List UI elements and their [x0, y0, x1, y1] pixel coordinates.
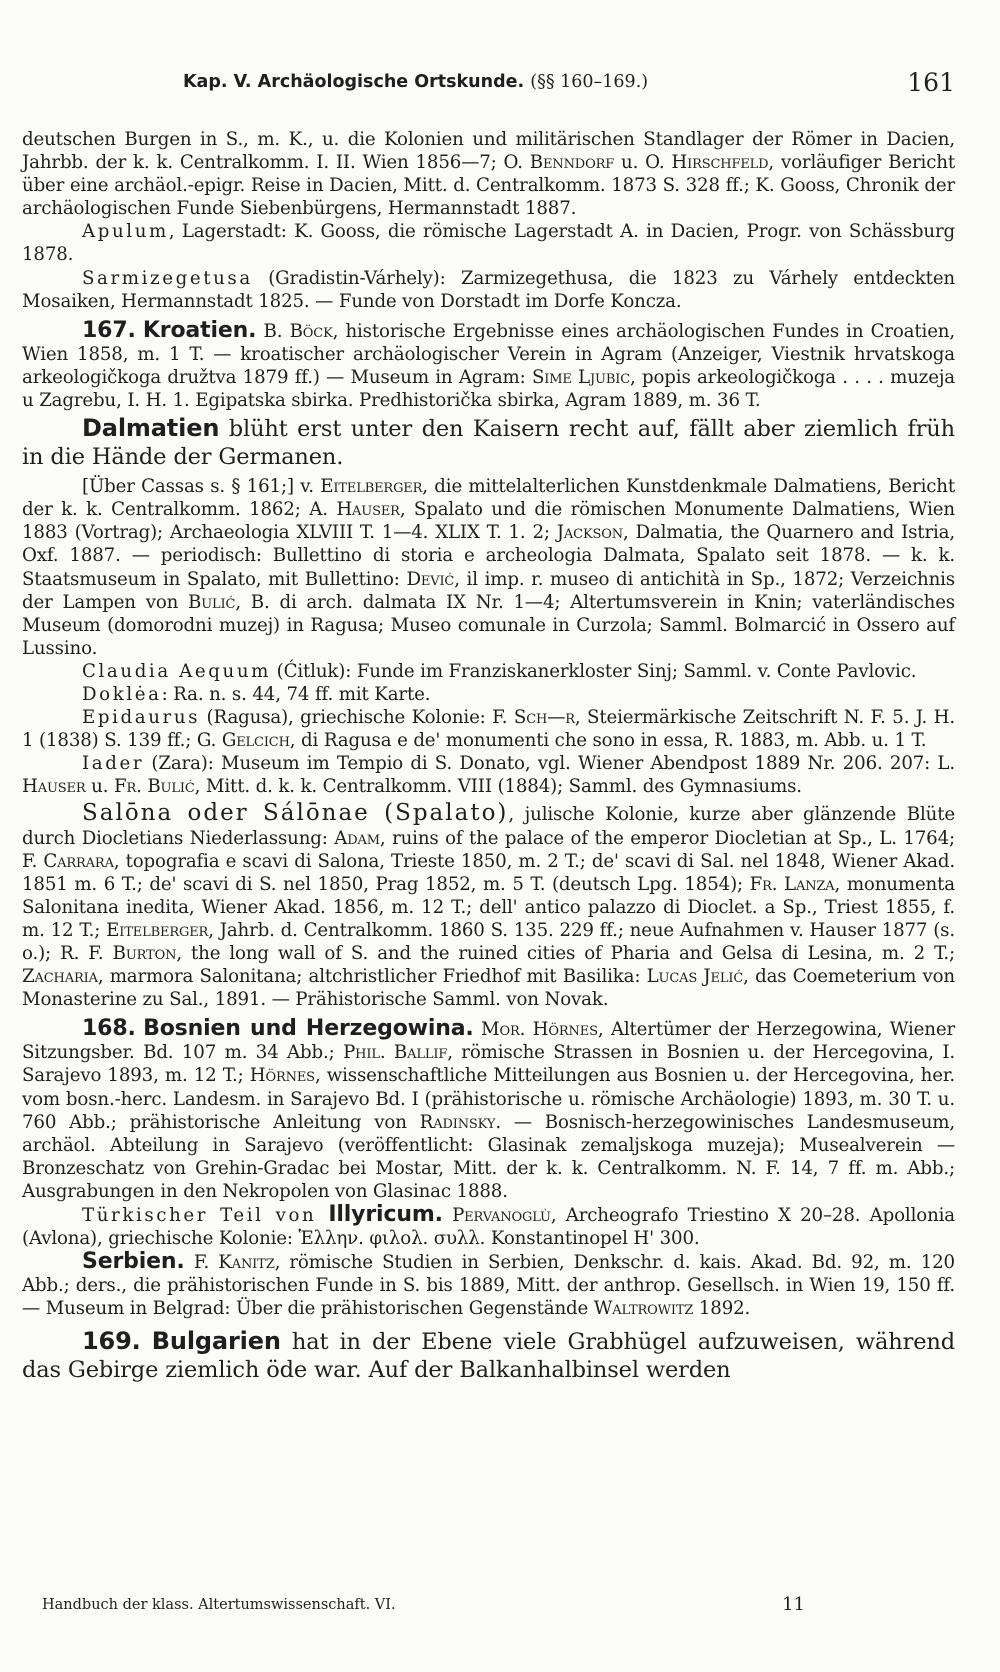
page-body — [22, 128, 955, 1384]
text-run: , Altertümer der Herzegowina, Wiener Sitzungsber. Bd. 107 m. 34 Abb.; — [22, 1019, 955, 1064]
text-run: Zacharia — [22, 966, 98, 988]
section-168-bosnien — [22, 1017, 955, 1203]
text-run: Fr. Lanza — [749, 873, 835, 895]
text-run: Sarmizegetusa — [82, 267, 253, 289]
text-run: , Spalato und die römischen Monumente Dalmatiens, Wien 1883 (Vortrag); Archaeologia XLVIII T. 1—4. XLIX T. 1. 2; — [22, 499, 955, 544]
text-run: B. — [256, 320, 290, 342]
section-range: (§§ 160–169.) — [530, 72, 649, 92]
text-run: Kanitz — [218, 1252, 275, 1274]
text-run: Bosnien und Herzegowina. — [143, 1016, 474, 1042]
text-run: Dević — [406, 568, 455, 590]
text-run: , vorläufiger Bericht über eine archäol.-epigr. Reise in Dacien, Mitt. d. Centralkomm. 1873 S. 328 ff.; K. Gooss, Chronik der archäologischen Funde Siebenbürgens, Hermannstadt 1887. — [22, 152, 955, 220]
text-run: Illyricum. — [328, 1202, 443, 1228]
section-167-kroatien — [22, 319, 955, 412]
text-run: , ruins of the palace of the emperor Diocletian at Sp., L. 1764; F. — [22, 827, 956, 872]
text-run: Salōna oder Sálōnae (Spalato) — [82, 800, 509, 827]
text-run: , julische Kolonie, kurze aber glänzende Blüte durch Diocletians Niederlassung: — [22, 804, 955, 849]
text-run: , Steiermärkische Zeitschrift N. F. 5. J. H. 1 (1838) S. 139 ff.; G. — [22, 707, 955, 752]
text-run: Lucas Jelić — [646, 966, 744, 988]
text-run: (Ćitluk): Funde im Franziskanerkloster Sinj; Samml. v. Conte Pavlovic. — [271, 660, 917, 682]
text-run: Mor. Hörnes — [481, 1019, 598, 1041]
text-run: Carrara — [43, 850, 114, 872]
text-run — [443, 1205, 452, 1226]
text-run: , popis arkeologičkoga . . . . muzeja u Zagrebu, I. H. 1. Egipatska sbirka. Predhistorička sbirka, Agram 1889, m. 36 T. — [22, 366, 955, 412]
text-run: Bulgarien — [151, 1326, 281, 1355]
text-run: hat in der Ebene viele Grabhügel aufzuweisen, während das Gebirge ziemlich öde war. Auf der Balkanhalbinsel werden — [22, 1328, 955, 1383]
text-run: Kroatien. — [142, 317, 257, 343]
footer-book-title: Handbuch der klass. Altertumswissenschaft. VI. — [42, 1597, 396, 1613]
text-run: Sch—r — [513, 707, 575, 729]
text-run: , B. di arch. dalmata IX Nr. 1—4; Altertumsverein in Knin; vaterländisches Museum (domorodni muzej) in Ragusa; Museo comunale in Curzola; Samml. Bolmarcić in Ossero auf Lussino. — [22, 591, 955, 659]
text-run: , di Ragusa e de' monumenti che sono in essa, R. 1883, m. Abb. u. 1 T. — [289, 730, 927, 752]
text-run: Benndorf — [529, 152, 615, 174]
text-run: , il imp. r. museo di antichità in Sp., 1872; Verzeichnis der Lampen von — [22, 568, 955, 613]
paragraph-dalmatien-sources — [22, 475, 955, 660]
text-run: : Ra. n. s. 44, 74 ff. mit Karte. — [161, 683, 431, 705]
text-run: , Lagerstadt: K. Gooss, die römische Lagerstadt A. in Dacien, Progr. von Schässburg 1878. — [22, 221, 955, 266]
footer-signature-mark: 11 — [782, 1594, 805, 1615]
paragraph-epidaurus — [22, 706, 955, 752]
text-run: Hörnes — [249, 1065, 315, 1087]
text-run: Waltrowitz — [593, 1298, 694, 1320]
text-run: Adam — [334, 827, 380, 849]
text-run: , römische Strassen in Bosnien u. der Hercegovina, I. Sarajevo 1893, m. 12 T.; — [22, 1042, 955, 1087]
text-run: , Jahrb. d. Centralkomm. 1860 S. 135. 229 ff.; neue Aufnahmen v. Hauser 1877 (s. o.); R. F. — [22, 919, 955, 964]
paragraph-doklea — [22, 683, 955, 706]
text-run: Hauser — [336, 499, 400, 521]
paragraph-dalmatien-intro — [22, 414, 955, 471]
text-run: , die mittelalterlichen Kunstdenkmale Dalmatiens, Bericht der k. k. Centralkomm. 1862; A. — [22, 476, 955, 521]
text-run: Iader — [82, 753, 145, 775]
text-run: (Ragusa), griechische Kolonie: F. — [200, 707, 514, 729]
text-run: u. O. — [614, 152, 672, 174]
text-run: Jackson — [556, 522, 624, 544]
text-run: Radinsky — [419, 1111, 496, 1133]
text-run: Bulić — [188, 591, 236, 613]
text-run: Hirschfeld — [671, 152, 769, 174]
text-run: Dalmatien — [82, 414, 220, 443]
text-run: 168. — [82, 1016, 136, 1042]
text-run: Phil. Ballif — [343, 1042, 448, 1064]
text-run: , wissenschaftliche Mitteilungen aus Bosnien u. der Hercegovina, her. vom bosn.-herc. Landesm. in Sarajevo Bd. I (prähistorische u. römische Archäologie) 1893, m. 30 T. u. 760 Abb.; prähistorische Anleitung von — [22, 1065, 955, 1133]
text-run: Burton — [112, 943, 177, 964]
text-run: deutschen Burgen in S., m. K., u. die Kolonien und militärischen Standlager der Römer in Dacien, Jahrbb. der k. k. Centralkomm. I. II. Wien 1856—7; O. — [22, 129, 955, 174]
text-run: Gelcich — [221, 730, 290, 752]
paragraph-iader — [22, 752, 955, 798]
paragraph-illyricum — [22, 1203, 955, 1250]
text-run: Serbien. — [82, 1249, 185, 1275]
text-run: (Gradistin-Várhely): Zarmizegethusa, die 1823 zu Várhely entdeckten Mosaiken, Hermannstadt 1825. — Funde von Dorstadt im Dorfe Koncza. — [22, 267, 955, 312]
text-run: , Archeografo Triestino X 20–28. Apollonia (Avlona), griechische Kolonie: Ἑλλην. φιλολ. συλλ. Konstantinopel H' 300. — [22, 1205, 955, 1250]
section-169-bulgarien — [22, 1327, 955, 1384]
text-run: Apulum — [82, 221, 169, 243]
text-run: Pervanoglù — [452, 1205, 551, 1227]
text-run — [474, 1019, 481, 1040]
running-header — [0, 68, 1000, 104]
paragraph-salona — [22, 802, 955, 1011]
chapter-title: Kap. V. Archäologische Ortskunde. — [183, 72, 525, 92]
text-run: , Mitt. d. k. k. Centralkomm. VIII (1884); Samml. des Gymnasiums. — [194, 776, 802, 798]
text-run: Türkischer Teil von — [82, 1205, 329, 1227]
text-run: 1892. — [693, 1298, 751, 1320]
text-run: , the long wall of S. and the ruined cities of Pharia and Gelsa di Lesina, m. 2 T.; — [176, 943, 956, 964]
paragraph-sarmizegetusa — [22, 267, 955, 313]
text-run: Eitelberger — [320, 476, 423, 498]
text-run: (Zara): Museum im Tempio di S. Donato, vgl. Wiener Abendpost 1889 Nr. 206. 207: L. — [144, 753, 955, 775]
text-run: Böck — [289, 320, 333, 342]
text-run: , historische Ergebnisse eines archäologischen Fundes in Croatien, Wien 1858, m. 1 T. — kroatischer archäologischer Verein in Agram (Anzeiger, Viestnik hrvatskoga arkeologičkoga družtva 1879 ff.) — Museum in Agram: — [22, 320, 956, 388]
text-run: F. — [184, 1252, 219, 1274]
page-number: 161 — [907, 68, 955, 97]
text-run: Eitelberger — [106, 919, 209, 941]
text-run: Doklėa — [82, 683, 162, 705]
text-run: [Über Cassas s. § 161;] v. — [82, 476, 321, 498]
text-run: , marmora Salonitana; altchristlicher Friedhof mit Basilika: — [97, 966, 647, 988]
text-run: blüht erst unter den Kaisern recht auf, fällt aber ziemlich früh in die Hände der Germanen. — [22, 416, 955, 471]
text-run: 167. — [82, 317, 136, 343]
text-run: , Dalmatia, the Quarnero and Istria, Oxf. 1887. — periodisch: Bullettino di storia e archeologia Dalmata, Spalato seit 1878. — k. k. Staatsmuseum in Spalato, mit Bullettino: — [22, 522, 955, 590]
paragraph-claudia-aequum — [22, 660, 955, 683]
text-run: , monumenta Salonitana inedita, Wiener Akad. 1856, m. 12 T.; dell' antico palazzo di Dioclet. a Sp., Triest 1855, f. m. 12 T.; — [22, 873, 955, 941]
text-run — [136, 321, 143, 342]
text-run: Fr. Bulić — [113, 776, 195, 798]
text-run: Epidaurus — [82, 707, 201, 729]
paragraph-apulum — [22, 220, 955, 266]
text-run: Claudia Aequum — [82, 660, 271, 682]
text-run: . — Bosnisch-herzegowinisches Landesmuseum, archäol. Abteilung in Sarajevo (veröffentlicht: Glasinak zemaljskoga muzeja); Musealverein — Bronzeschatz von Grehin-Gradac bei Mostar, Mitt. der k. k. Centralkomm. N. F. 14, 7 ff. m. Abb.; Ausgrabungen in den Nekropolen von Glasinac 1888. — [22, 1111, 955, 1202]
text-run: 169. — [82, 1326, 141, 1355]
text-run: , topografia e scavi di Salona, Trieste 1850, m. 2 T.; de' scavi di Sal. nel 1848, Wiener Akad. 1851 m. 6 T.; de' scavi di S. nel 1850, Prag 1852, m. 5 T. (deutsch Lpg. 1854); — [22, 850, 955, 895]
text-run: Hauser — [22, 776, 86, 798]
text-run: Sime Ljubic — [531, 366, 631, 388]
text-run: u. — [85, 776, 114, 798]
text-run: , das Coemeterium von Monasterine zu Sal., 1891. — Prähistorische Samml. von Novak. — [22, 966, 955, 1011]
page-footer — [42, 1594, 958, 1621]
text-run: , römische Studien in Serbien, Denkschr. d. kais. Akad. Bd. 92, m. 120 Abb.; ders., die prähistorischen Funde in S. bis 1889, Mitt. der anthrop. Gesellsch. in Wien 19, 150 ff. — Museum in Belgrad: Über die prähistorischen Gegenstände — [22, 1252, 955, 1320]
paragraph-serbien — [22, 1250, 955, 1320]
text-run — [141, 1329, 152, 1355]
running-title — [183, 72, 648, 92]
paragraph-dacia-sources — [22, 128, 955, 220]
text-run — [136, 1019, 143, 1040]
